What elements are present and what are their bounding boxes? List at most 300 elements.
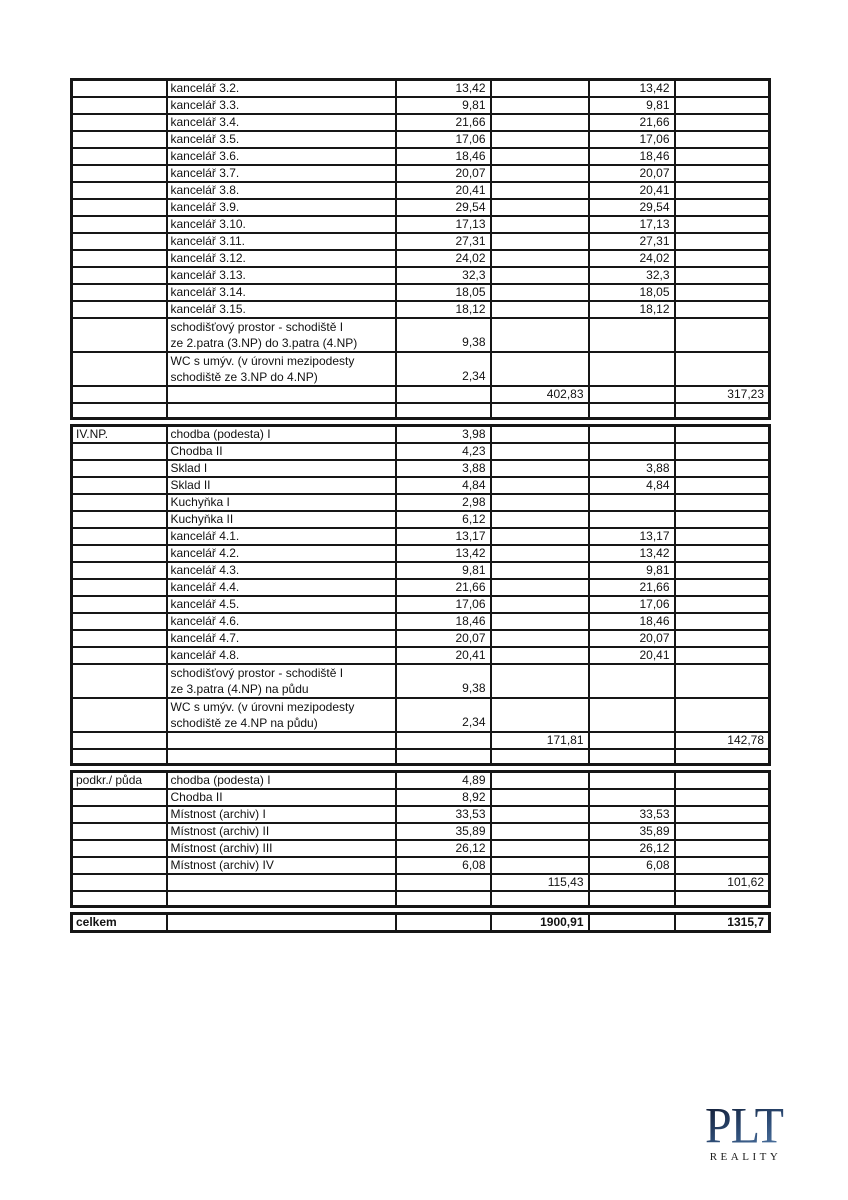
subtotal-value-cell [675,284,770,301]
room-name-line: ze 2.patra (3.NP) do 3.patra (4.NP) [170,336,358,350]
table-row [72,460,770,477]
subtotal-value-cell [675,823,770,840]
area-value-cell: 18,05 [396,284,491,301]
table-row [72,250,770,267]
floor-cell [72,233,167,250]
area-value-cell: 32,3 [589,267,675,284]
area-value-cell: 21,66 [396,579,491,596]
floor-cell [72,823,167,840]
area-value-cell: 13,17 [589,528,675,545]
area-value-cell: 18,12 [589,301,675,318]
room-name-cell [167,318,396,352]
subtotal-value-cell [675,806,770,823]
subtotal-value-cell [491,352,589,386]
area-value-cell [589,494,675,511]
floor-cell [72,647,167,664]
room-name-cell: Chodba II [167,443,396,460]
room-name-cell: kancelář 3.3. [167,97,396,114]
floor-cell [72,494,167,511]
area-value-cell [589,352,675,386]
area-value-cell [396,386,491,403]
subtotal-value-cell [675,114,770,131]
floor-cell [72,596,167,613]
floor-cell [72,630,167,647]
subtotal-value-cell [491,426,589,444]
area-value-cell [589,874,675,891]
subtotal-value-cell [675,630,770,647]
table-row [72,352,770,386]
area-value-cell: 6,12 [396,511,491,528]
area-value-cell: 20,07 [589,165,675,182]
table-row [72,114,770,131]
area-value-cell: 18,12 [396,301,491,318]
room-name-cell: kancelář 4.1. [167,528,396,545]
subtotal-value-cell [491,233,589,250]
room-name-cell: kancelář 3.4. [167,114,396,131]
room-name-cell: Sklad I [167,460,396,477]
subtotal-value-cell [675,772,770,790]
area-value-cell: 9,38 [396,318,491,352]
area-value-cell: 9,38 [396,664,491,698]
area-value-cell: 3,88 [396,460,491,477]
subtotal-value-cell [675,664,770,698]
table-row [72,511,770,528]
area-value-cell: 17,06 [589,596,675,613]
room-name-cell: kancelář 3.9. [167,199,396,216]
area-value-cell: 13,17 [396,528,491,545]
area-value-cell: 2,98 [396,494,491,511]
room-name-cell [167,698,396,732]
subtotal-value-cell [675,182,770,199]
area-value-cell [396,891,491,907]
subtotal-value-cell: 317,23 [675,386,770,403]
floor-cell [72,806,167,823]
area-value-cell: 4,89 [396,772,491,790]
area-value-cell: 29,54 [396,199,491,216]
table-row [72,647,770,664]
floor-cell [72,199,167,216]
subtotal-value-cell: 142,78 [675,732,770,749]
floor-cell [72,216,167,233]
subtotal-value-cell [675,545,770,562]
floor-cell [72,148,167,165]
area-value-cell: 20,41 [589,182,675,199]
floor-cell: podkr./ půda [72,772,167,790]
area-value-cell [589,511,675,528]
room-name-cell: kancelář 4.6. [167,613,396,630]
room-name-line: WC s umýv. (v úrovni mezipodesty [170,700,355,714]
table-row [72,664,770,698]
subtotal-value-cell [675,318,770,352]
area-value-cell: 32,3 [396,267,491,284]
subtotal-value-cell [675,596,770,613]
area-value-cell: 20,07 [396,630,491,647]
table-row [72,199,770,216]
area-value-cell: 27,31 [396,233,491,250]
area-value-cell: 6,08 [589,857,675,874]
table-row [72,148,770,165]
area-value-cell [589,403,675,419]
table-row [72,749,770,765]
room-name-cell: kancelář 3.14. [167,284,396,301]
area-value-cell: 3,98 [396,426,491,444]
subtotal-value-cell: 1315,7 [675,914,770,932]
room-name-cell: kancelář 3.2. [167,80,396,98]
section-total [70,912,771,933]
floor-cell [72,250,167,267]
area-value-cell: 20,41 [396,647,491,664]
area-value-cell [589,732,675,749]
table-row [72,97,770,114]
area-value-cell [589,789,675,806]
area-value-cell: 17,13 [589,216,675,233]
table-row [72,579,770,596]
floor-cell [72,857,167,874]
floor-cell [72,284,167,301]
subtotal-value-cell [491,216,589,233]
subtotal-value-cell [491,579,589,596]
subtotal-value-cell [675,579,770,596]
table-row [72,131,770,148]
room-name-cell [167,891,396,907]
area-value-cell: 4,84 [589,477,675,494]
area-value-cell [396,749,491,765]
room-name-cell: Kuchyňka I [167,494,396,511]
area-value-cell: 4,23 [396,443,491,460]
section-podkrovi-puda [70,770,771,908]
area-value-cell: 9,81 [589,97,675,114]
area-value-cell: 20,41 [589,647,675,664]
subtotal-value-cell [491,562,589,579]
subtotal-value-cell [491,403,589,419]
area-value-cell [396,403,491,419]
subtotal-value-cell [675,131,770,148]
room-name-cell [167,749,396,765]
area-value-cell: 35,89 [589,823,675,840]
area-value-cell [589,426,675,444]
table-row [72,182,770,199]
subtotal-value-cell [675,789,770,806]
floor-cell [72,443,167,460]
subtotal-value-cell [491,528,589,545]
floor-cell [72,477,167,494]
area-table [70,78,768,933]
table-row [72,772,770,790]
area-value-cell: 17,06 [396,131,491,148]
area-value-cell: 17,06 [396,596,491,613]
subtotal-value-cell [675,199,770,216]
room-name-cell: Chodba II [167,789,396,806]
table-row [72,874,770,891]
room-name-cell: kancelář 3.6. [167,148,396,165]
room-name-line: WC s umýv. (v úrovni mezipodesty [170,354,355,368]
table-row [72,528,770,545]
subtotal-value-cell [491,477,589,494]
table-row [72,494,770,511]
room-name-cell: kancelář 4.7. [167,630,396,647]
table-row [72,477,770,494]
area-value-cell: 33,53 [589,806,675,823]
area-value-cell: 18,46 [396,148,491,165]
area-value-cell: 24,02 [396,250,491,267]
subtotal-value-cell [675,647,770,664]
subtotal-value-cell [491,131,589,148]
subtotal-value-cell [675,352,770,386]
floor-cell [72,114,167,131]
area-value-cell: 13,42 [589,80,675,98]
subtotal-value-cell: 1900,91 [491,914,589,932]
room-name-cell: kancelář 4.2. [167,545,396,562]
room-name-cell: Místnost (archiv) I [167,806,396,823]
subtotal-value-cell [491,250,589,267]
table-row [72,698,770,732]
table-row [72,630,770,647]
area-value-cell: 13,42 [396,80,491,98]
table-row [72,284,770,301]
subtotal-value-cell [491,698,589,732]
table-row [72,789,770,806]
subtotal-value-cell [491,494,589,511]
subtotal-value-cell [491,840,589,857]
room-name-line: schodiště ze 3.NP do 4.NP) [170,370,318,384]
subtotal-value-cell [675,250,770,267]
subtotal-value-cell [491,443,589,460]
subtotal-value-cell [491,318,589,352]
room-name-cell: kancelář 3.13. [167,267,396,284]
subtotal-value-cell [675,301,770,318]
table-row [72,267,770,284]
floor-cell [72,267,167,284]
floor-cell [72,182,167,199]
area-value-cell: 18,05 [589,284,675,301]
area-value-cell: 2,34 [396,698,491,732]
subtotal-value-cell [675,165,770,182]
area-value-cell: 18,46 [589,148,675,165]
room-name-cell: kancelář 4.4. [167,579,396,596]
room-name-cell [167,664,396,698]
plt-logo-text: PLT [700,1103,788,1151]
subtotal-value-cell [675,494,770,511]
room-name-cell [167,352,396,386]
area-value-cell: 17,06 [589,131,675,148]
area-value-cell [589,891,675,907]
floor-cell [72,318,167,352]
subtotal-value-cell [675,233,770,250]
floor-cell [72,749,167,765]
room-name-line: ze 3.patra (4.NP) na půdu [170,682,309,696]
area-value-cell [589,443,675,460]
subtotal-value-cell [491,97,589,114]
room-name-cell [167,874,396,891]
room-name-cell: kancelář 3.15. [167,301,396,318]
room-name-cell: kancelář 3.11. [167,233,396,250]
subtotal-value-cell [491,891,589,907]
area-value-cell: 20,41 [396,182,491,199]
subtotal-value-cell [491,789,589,806]
floor-cell: IV.NP. [72,426,167,444]
area-value-cell: 13,42 [396,545,491,562]
floor-cell: celkem [72,914,167,932]
area-value-cell: 9,81 [396,97,491,114]
area-value-cell [589,664,675,698]
subtotal-value-cell [675,267,770,284]
table-row [72,233,770,250]
room-name-line: schodiště ze 4.NP na půdu) [170,716,318,730]
subtotal-value-cell [491,857,589,874]
subtotal-value-cell [491,182,589,199]
subtotal-value-cell [675,698,770,732]
table-row [72,545,770,562]
table-row [72,165,770,182]
subtotal-value-cell [491,823,589,840]
subtotal-value-cell [491,284,589,301]
room-name-cell [167,403,396,419]
subtotal-value-cell [675,477,770,494]
subtotal-value-cell [491,647,589,664]
table-row [72,301,770,318]
plt-logo-subtitle: REALITY [709,1151,782,1163]
section-4np [70,424,771,766]
subtotal-value-cell [491,772,589,790]
room-name-cell: kancelář 3.8. [167,182,396,199]
floor-cell [72,386,167,403]
room-name-cell: kancelář 4.3. [167,562,396,579]
plt-logo [700,1098,788,1163]
table-row [72,840,770,857]
area-value-cell: 27,31 [589,233,675,250]
floor-cell [72,613,167,630]
subtotal-value-cell [491,80,589,98]
floor-cell [72,579,167,596]
table-row [72,80,770,98]
area-value-cell: 4,84 [396,477,491,494]
subtotal-value-cell [675,443,770,460]
subtotal-value-cell [491,460,589,477]
floor-cell [72,352,167,386]
subtotal-value-cell [675,460,770,477]
subtotal-value-cell [491,165,589,182]
table-row [72,823,770,840]
table-row [72,857,770,874]
room-name-cell: Kuchyňka II [167,511,396,528]
floor-cell [72,511,167,528]
room-name-cell: chodba (podesta) I [167,426,396,444]
table-row [72,613,770,630]
subtotal-value-cell [675,562,770,579]
area-value-cell [589,318,675,352]
subtotal-value-cell [675,426,770,444]
subtotal-value-cell [491,596,589,613]
floor-cell [72,732,167,749]
room-name-line: schodišťový prostor - schodiště I [170,666,344,680]
subtotal-value-cell [491,199,589,216]
subtotal-value-cell: 402,83 [491,386,589,403]
subtotal-value-cell [675,216,770,233]
area-value-cell [396,874,491,891]
area-value-cell: 35,89 [396,823,491,840]
floor-cell [72,131,167,148]
area-value-cell: 9,81 [396,562,491,579]
area-value-cell: 18,46 [589,613,675,630]
floor-cell [72,460,167,477]
subtotal-value-cell [491,301,589,318]
subtotal-value-cell [491,267,589,284]
table-row [72,386,770,403]
room-name-cell: Místnost (archiv) III [167,840,396,857]
subtotal-value-cell [491,613,589,630]
area-value-cell: 13,42 [589,545,675,562]
subtotal-value-cell [491,511,589,528]
floor-cell [72,840,167,857]
area-value-cell: 24,02 [589,250,675,267]
subtotal-value-cell [675,511,770,528]
room-name-cell: kancelář 4.8. [167,647,396,664]
room-name-cell: kancelář 4.5. [167,596,396,613]
subtotal-value-cell [491,545,589,562]
area-value-cell [589,698,675,732]
section-3np-continued [70,78,771,420]
table-row [72,318,770,352]
area-value-cell: 26,12 [396,840,491,857]
subtotal-value-cell [675,613,770,630]
floor-cell [72,528,167,545]
area-value-cell: 9,81 [589,562,675,579]
room-name-cell [167,914,396,932]
subtotal-value-cell [675,403,770,419]
area-value-cell: 21,66 [396,114,491,131]
table-row [72,914,770,932]
room-name-cell: chodba (podesta) I [167,772,396,790]
area-value-cell: 2,34 [396,352,491,386]
room-name-cell: kancelář 3.5. [167,131,396,148]
table-row [72,732,770,749]
area-value-cell: 3,88 [589,460,675,477]
subtotal-value-cell: 101,62 [675,874,770,891]
table-row [72,562,770,579]
area-value-cell [589,749,675,765]
area-value-cell: 29,54 [589,199,675,216]
table-row [72,443,770,460]
subtotal-value-cell [675,857,770,874]
subtotal-value-cell [675,749,770,765]
floor-cell [72,301,167,318]
subtotal-value-cell [491,148,589,165]
room-name-cell: kancelář 3.12. [167,250,396,267]
subtotal-value-cell [675,97,770,114]
subtotal-value-cell: 171,81 [491,732,589,749]
subtotal-value-cell [675,148,770,165]
area-value-cell: 20,07 [396,165,491,182]
floor-cell [72,664,167,698]
table-row [72,891,770,907]
area-value-cell: 20,07 [589,630,675,647]
floor-cell [72,165,167,182]
area-value-cell: 26,12 [589,840,675,857]
table-row [72,806,770,823]
floor-cell [72,874,167,891]
room-name-cell: kancelář 3.10. [167,216,396,233]
area-value-cell: 8,92 [396,789,491,806]
area-value-cell [396,914,491,932]
subtotal-value-cell [491,806,589,823]
room-name-cell [167,386,396,403]
subtotal-value-cell: 115,43 [491,874,589,891]
floor-cell [72,891,167,907]
floor-cell [72,562,167,579]
subtotal-value-cell [675,80,770,98]
subtotal-value-cell [675,891,770,907]
floor-cell [72,545,167,562]
